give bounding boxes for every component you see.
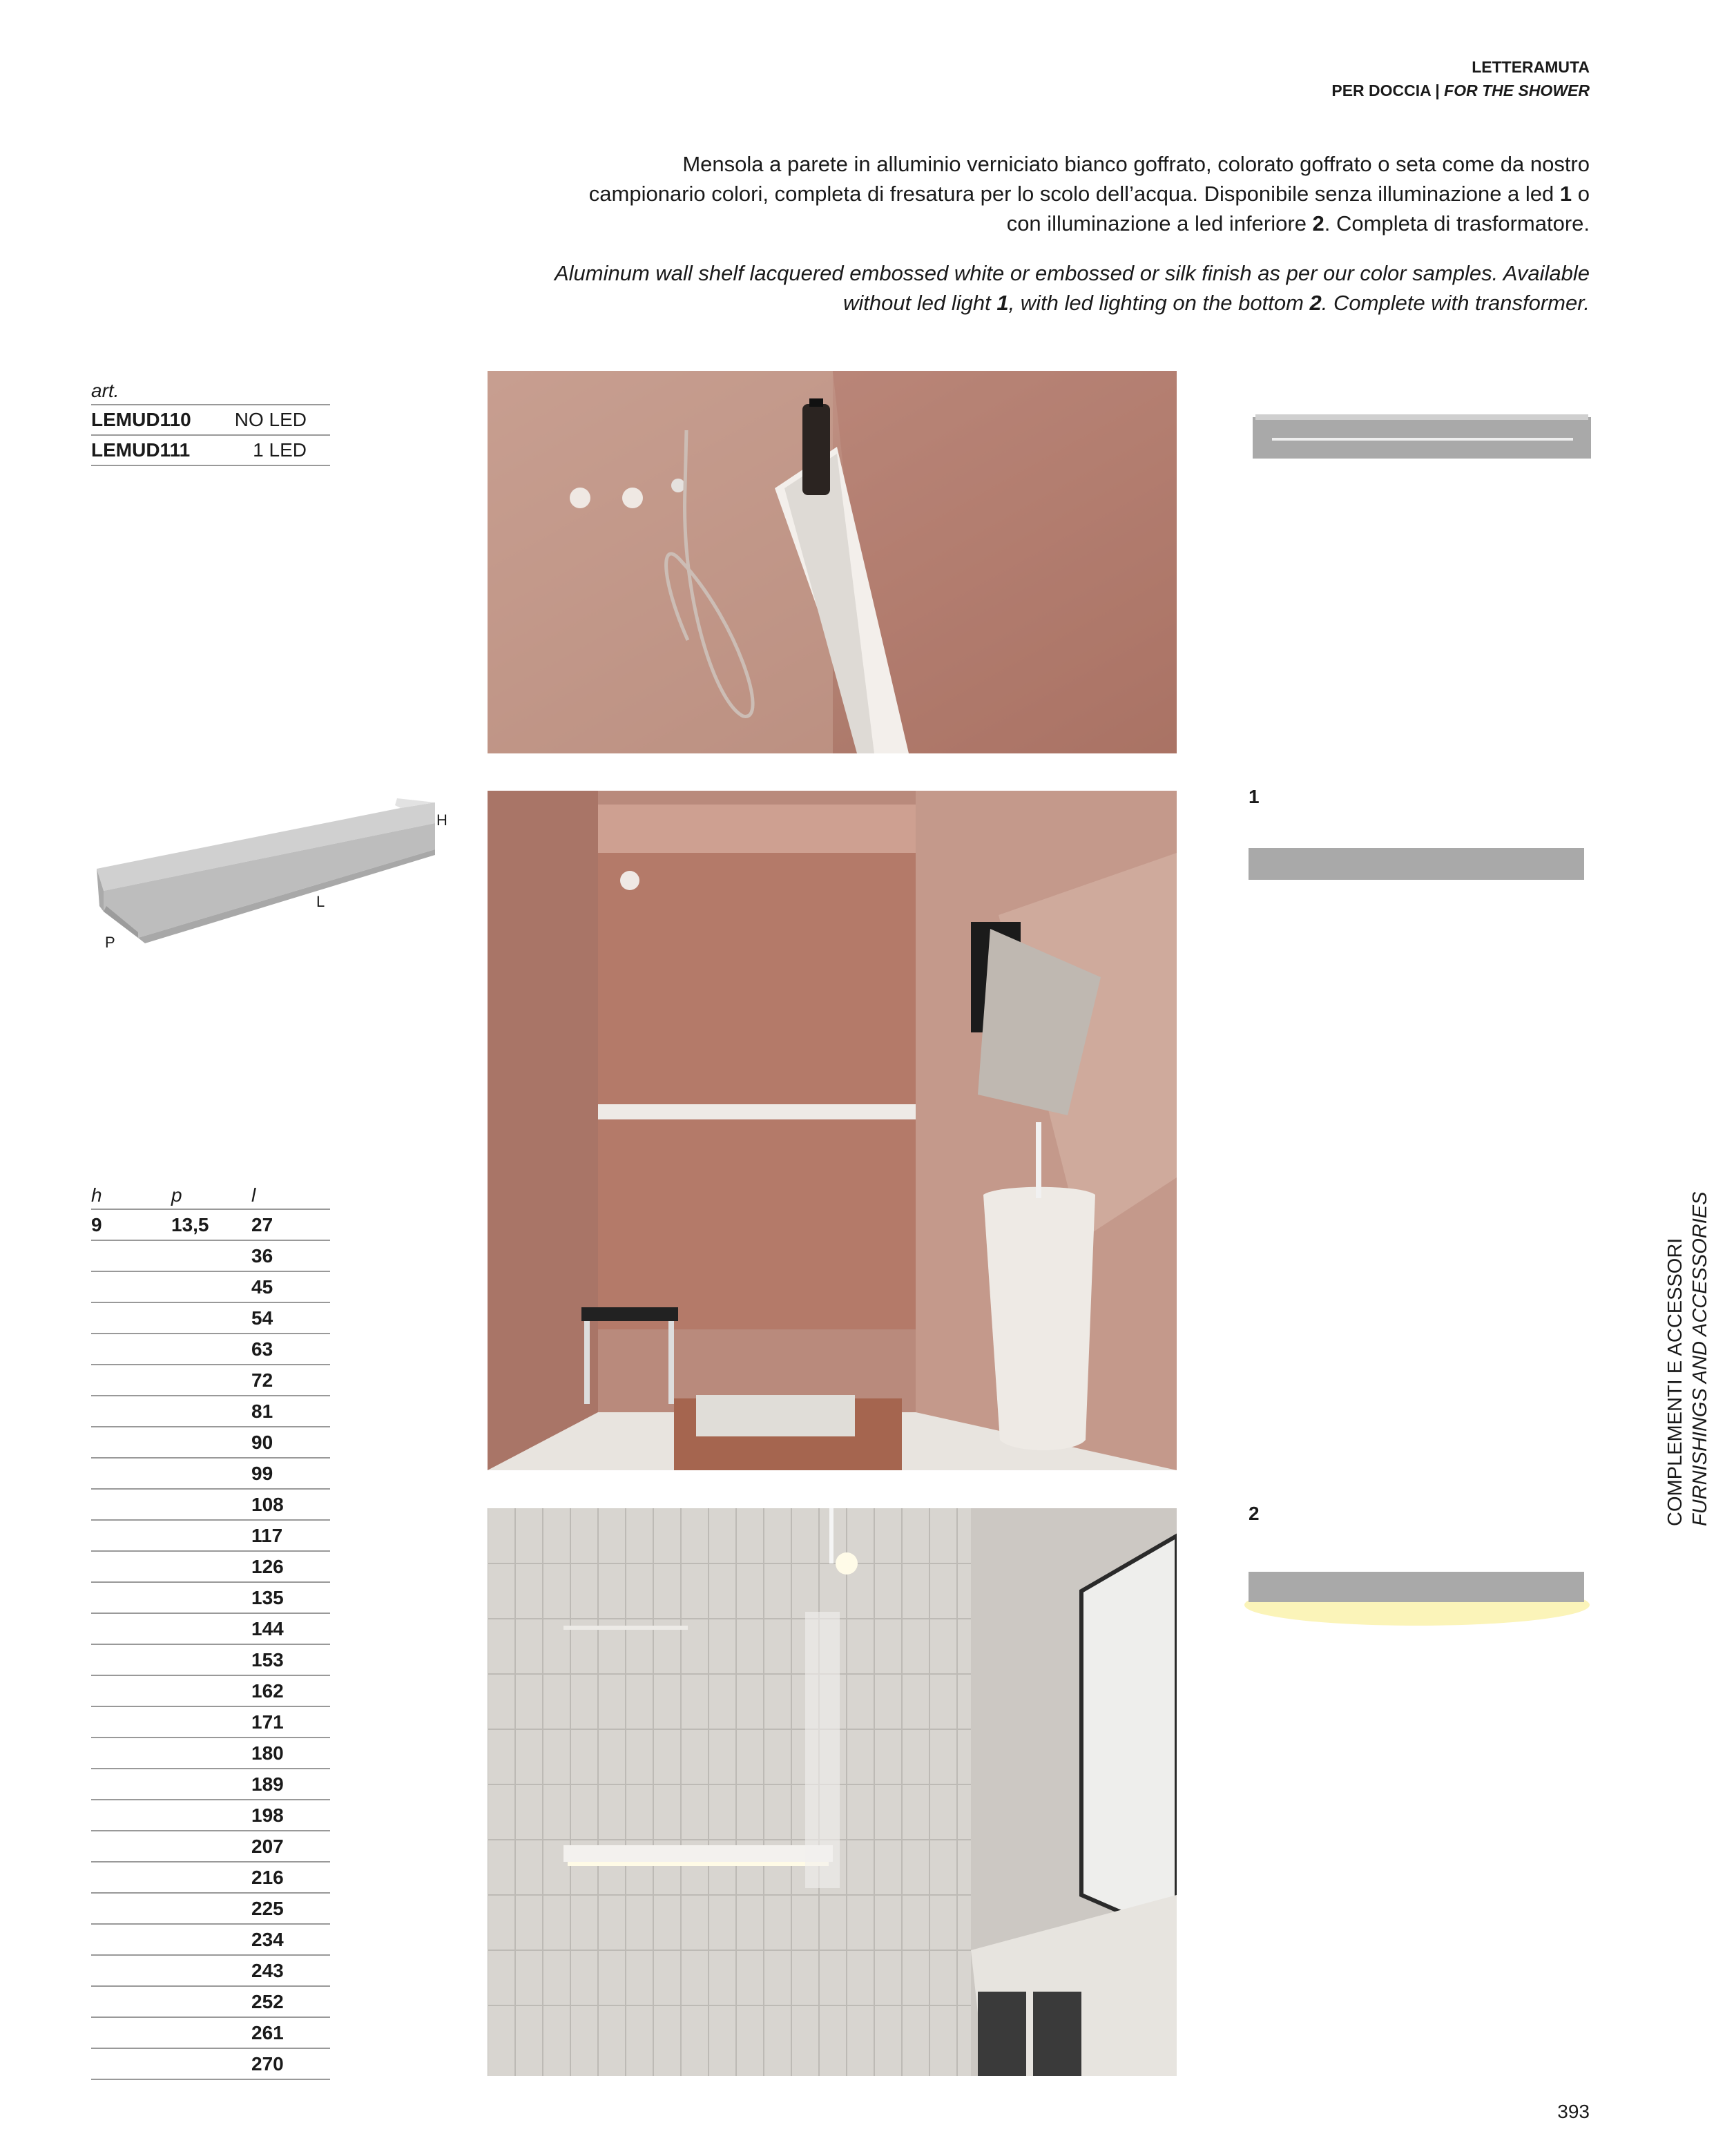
desc-en-text: without led light [843,291,997,315]
dim-l: 270 [251,2053,284,2075]
header-p: p [171,1184,182,1206]
dim-l: 63 [251,1338,273,1360]
dimensions-row [91,1894,330,1925]
brand-title: LETTERAMUTA [1472,58,1590,76]
dimensions-row [91,1334,330,1365]
subtitle-separator: | [1430,81,1445,99]
dim-l: 27 [251,1214,273,1235]
shelf-technical-drawing [83,787,470,967]
dimensions-row [91,1552,330,1583]
variant-label-1: 1 [1249,786,1260,807]
dim-l: 81 [251,1401,273,1422]
dim-l: 36 [251,1245,273,1267]
article-row [91,436,330,466]
desc-it-text: campionario colori, completa di fresatura per lo scolo dell’acqua. Disponibile senza illuminazione a led [588,182,1560,206]
dimensions-row [91,1707,330,1738]
dimensions-row [91,1396,330,1427]
dim-label-l: L [316,893,325,910]
header-l: l [251,1184,256,1206]
dim-h: 9 [91,1214,102,1235]
dimensions-row [91,1241,330,1272]
dimensions-row [91,1956,330,1987]
dim-label-p: P [105,934,115,951]
photo-shower-room [488,791,1177,1470]
dim-l: 252 [251,1991,284,2012]
description-english [471,258,1590,318]
dimensions-row [91,1365,330,1396]
shelf-profile-image [1251,413,1592,463]
dim-l: 261 [251,2022,284,2043]
photo-shelf-closeup [488,371,1177,753]
dimensions-row [91,1987,330,2018]
desc-it-line: Mensola a parete in alluminio verniciato bianco goffrato, colorato goffrato o seta come da nostro [682,152,1590,176]
dim-l: 216 [251,1867,284,1888]
dim-l: 234 [251,1929,284,1950]
desc-en-num: 2 [1309,291,1322,315]
dim-l: 225 [251,1898,284,1919]
subtitle-en: FOR THE SHOWER [1444,81,1590,99]
section-subtitle [1331,79,1590,102]
desc-it-text: o [1572,182,1590,206]
dim-l: 99 [251,1463,273,1484]
dimensions-row [91,1272,330,1303]
dimensions-row [91,1645,330,1676]
dimensions-row [91,1925,330,1956]
dimensions-row [91,1583,330,1614]
side-tab-en: FURNISHINGS AND ACCESSORIES [1689,1191,1711,1526]
desc-it-text: . Completa di trasformatore. [1324,211,1590,235]
subtitle-it: PER DOCCIA [1331,81,1431,99]
dimensions-row [91,1210,330,1241]
dim-l: 207 [251,1836,284,1857]
dimensions-row [91,1427,330,1459]
dim-l: 198 [251,1804,284,1826]
dimensions-row [91,1521,330,1552]
dim-l: 45 [251,1276,273,1298]
dim-l: 90 [251,1432,273,1453]
dim-l: 54 [251,1307,273,1329]
dim-label-h: H [436,811,447,829]
dimensions-rows [91,1241,330,2080]
dimensions-row [91,1800,330,1831]
article-led: NO LED [234,409,307,430]
dimensions-row [91,1676,330,1707]
dimensions-table [91,1182,330,2080]
dim-l: 243 [251,1960,284,1981]
desc-en-line [471,288,1590,318]
dim-l: 180 [251,1742,284,1764]
desc-en-line: Aluminum wall shelf lacquered embossed white or embossed or silk finish as per our color samples. Available [554,261,1590,285]
dim-l: 126 [251,1556,284,1577]
article-code: LEMUD111 [91,439,191,461]
article-code: LEMUD110 [91,409,191,430]
photo-white-shower [488,1508,1177,2076]
desc-en-text: . Complete with transformer. [1321,291,1590,315]
dim-l: 189 [251,1773,284,1795]
dimensions-row [91,1831,330,1863]
desc-it-line [471,209,1590,238]
desc-it-num: 1 [1559,182,1572,206]
description-italian [471,149,1590,238]
dim-l: 153 [251,1649,284,1671]
dimensions-row [91,1490,330,1521]
dim-l: 117 [251,1525,283,1546]
desc-en-text: , with led lighting on the bottom [1008,291,1310,315]
dim-l: 144 [251,1618,284,1639]
variant-2-led-image [1243,1568,1591,1637]
article-led: 1 LED [253,439,307,461]
dimensions-row [91,1459,330,1490]
dim-l: 135 [251,1587,284,1608]
desc-it-line [471,179,1590,209]
article-table [91,378,330,466]
dimensions-row [91,1614,330,1645]
dim-l: 108 [251,1494,284,1515]
side-section-tab [1663,836,1713,1526]
variant-1-no-led-image [1249,848,1584,880]
dimensions-row [91,1769,330,1800]
dim-l: 171 [251,1711,284,1733]
side-tab-it: COMPLEMENTI E ACCESSORI [1664,1238,1686,1526]
article-table-header: art. [91,378,330,405]
desc-en-num: 1 [996,291,1009,315]
dimensions-row [91,1863,330,1894]
page-header [1331,55,1590,102]
variant-label-2: 2 [1249,1503,1260,1524]
dim-l: 72 [251,1369,273,1391]
desc-it-num: 2 [1312,211,1324,235]
dim-l: 162 [251,1680,284,1702]
dim-p: 13,5 [171,1214,209,1235]
dimensions-row [91,2049,330,2080]
page-number: 393 [1557,2101,1590,2122]
desc-it-text: con illuminazione a led inferiore [1006,211,1313,235]
dimensions-row [91,1303,330,1334]
dimensions-header [91,1182,330,1210]
dimensions-row [91,2018,330,2049]
dimensions-row [91,1738,330,1769]
header-h: h [91,1184,102,1206]
article-row [91,405,330,436]
